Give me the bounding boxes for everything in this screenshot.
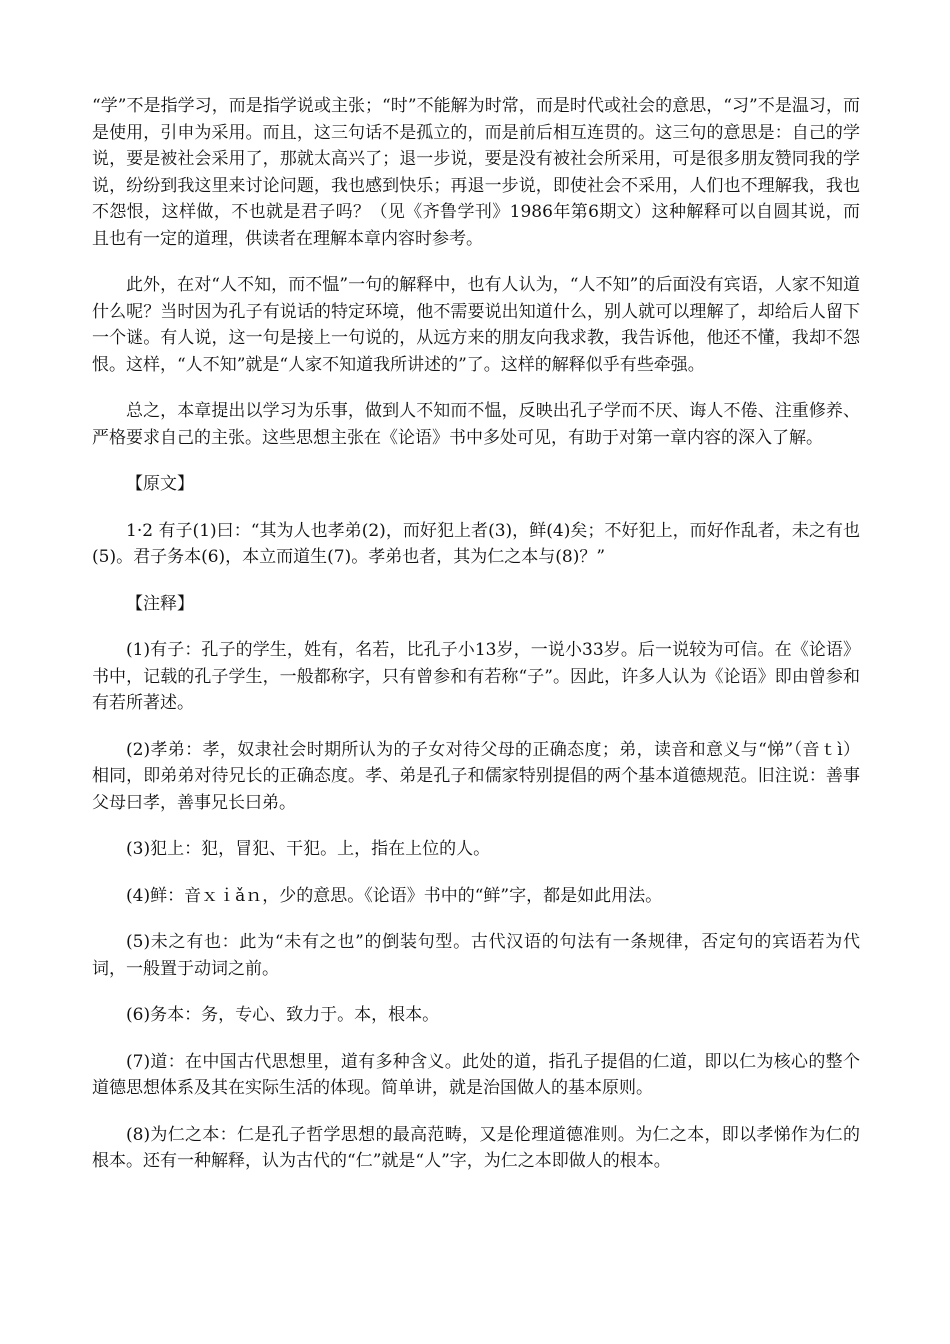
note-item: (8)为仁之本：仁是孔子哲学思想的最高范畴，又是伦理道德准则。为仁之本，即以孝悌作为仁的根本。还有一种解释，认为古代的“仁”就是“人”字，为仁之本即做人的根本。 (92, 1124, 860, 1171)
note-item: (1)有子：孔子的学生，姓有，名若，比孔子小13岁，一说小33岁。后一说较为可信。在《论语》书中，记载的孔子学生，一般都称字，只有曾参和有若称“子”。因此，许多人认为《论语》即由曾参和有若所著述。 (92, 640, 860, 713)
heading-yuanwen: 【原文】 (126, 474, 194, 494)
note-item: (6)务本：务，专心、致力于。本，根本。 (126, 1005, 440, 1025)
document-page (92, 93, 860, 1195)
paragraph-xue-shi-xi: “学”不是指学习，而是指学说或主张；“时”不能解为时常，而是时代或社会的意思，“习”不是温习，而是使用，引申为采用。而且，这三句话不是孤立的，而是前后相互连贯的。这三句的意思是：自己的学说，要是被社会采用了，那就太高兴了；退一步说，要是没有被社会所采用，可是很多朋友赞同我的学说，纷纷到我这里来讨论问题，我也感到快乐；再退一步说，即使社会不采用，人们也不理解我，我也不怨恨，这样做，不也就是君子吗？（见《齐鲁学刊》1986年第6期文）这种解释可以自圆其说，而且也有一定的道理，供读者在理解本章内容时参考。 (92, 96, 860, 249)
heading-zhushi: 【注释】 (126, 593, 194, 614)
note-item: (3)犯上：犯，冒犯、干犯。上，指在上位的人。 (126, 839, 491, 859)
note-item: (5)未之有也：此为“未有之也”的倒装句型。古代汉语的句法有一条规律，否定句的宾语若为代词，一般置于动词之前。 (92, 932, 860, 979)
note-item: (7)道：在中国古代思想里，道有多种含义。此处的道，指孔子提倡的仁道，即以仁为核心的整个道德思想体系及其在实际生活的体现。简单讲，就是治国做人的基本原则。 (92, 1051, 860, 1098)
original-text: 1·2 有子(1)曰：“其为人也孝弟(2)，而好犯上者(3)，鲜(4)矣；不好犯上，而好作乱者，未之有也(5)。君子务本(6)，本立而道生(7)。孝弟也者，其为仁之本与(8)？” (92, 520, 860, 567)
note-item: (4)鲜：音ｘｉǎｎ，少的意思。《论语》书中的“鲜”字，都是如此用法。 (126, 885, 663, 906)
note-item: (2)孝弟：孝，奴隶社会时期所认为的子女对待父母的正确态度；弟，读音和意义与“悌”（音ｔì）相同，即弟弟对待兄长的正确态度。孝、弟是孔子和儒家特别提倡的两个基本道德规范。旧注说：善事父母曰孝，善事兄长曰弟。 (92, 739, 860, 813)
paragraph-ren-bu-zhi: 此外，在对“人不知，而不愠”一句的解释中，也有人认为，“人不知”的后面没有宾语，人家不知道什么呢？当时因为孔子有说话的特定环境，他不需要说出知道什么，别人就可以理解了，却给后人留下一个谜。有人说，这一句是接上一句说的，从远方来的朋友向我求教，我告诉他，他还不懂，我却不怨恨。这样，“人不知”就是“人家不知道我所讲述的”了。这样的解释似乎有些牵强。 (92, 275, 860, 375)
paragraph-summary: 总之，本章提出以学习为乐事，做到人不知而不愠，反映出孔子学而不厌、诲人不倦、注重修养、严格要求自己的主张。这些思想主张在《论语》书中多处可见，有助于对第一章内容的深入了解。 (92, 401, 860, 448)
